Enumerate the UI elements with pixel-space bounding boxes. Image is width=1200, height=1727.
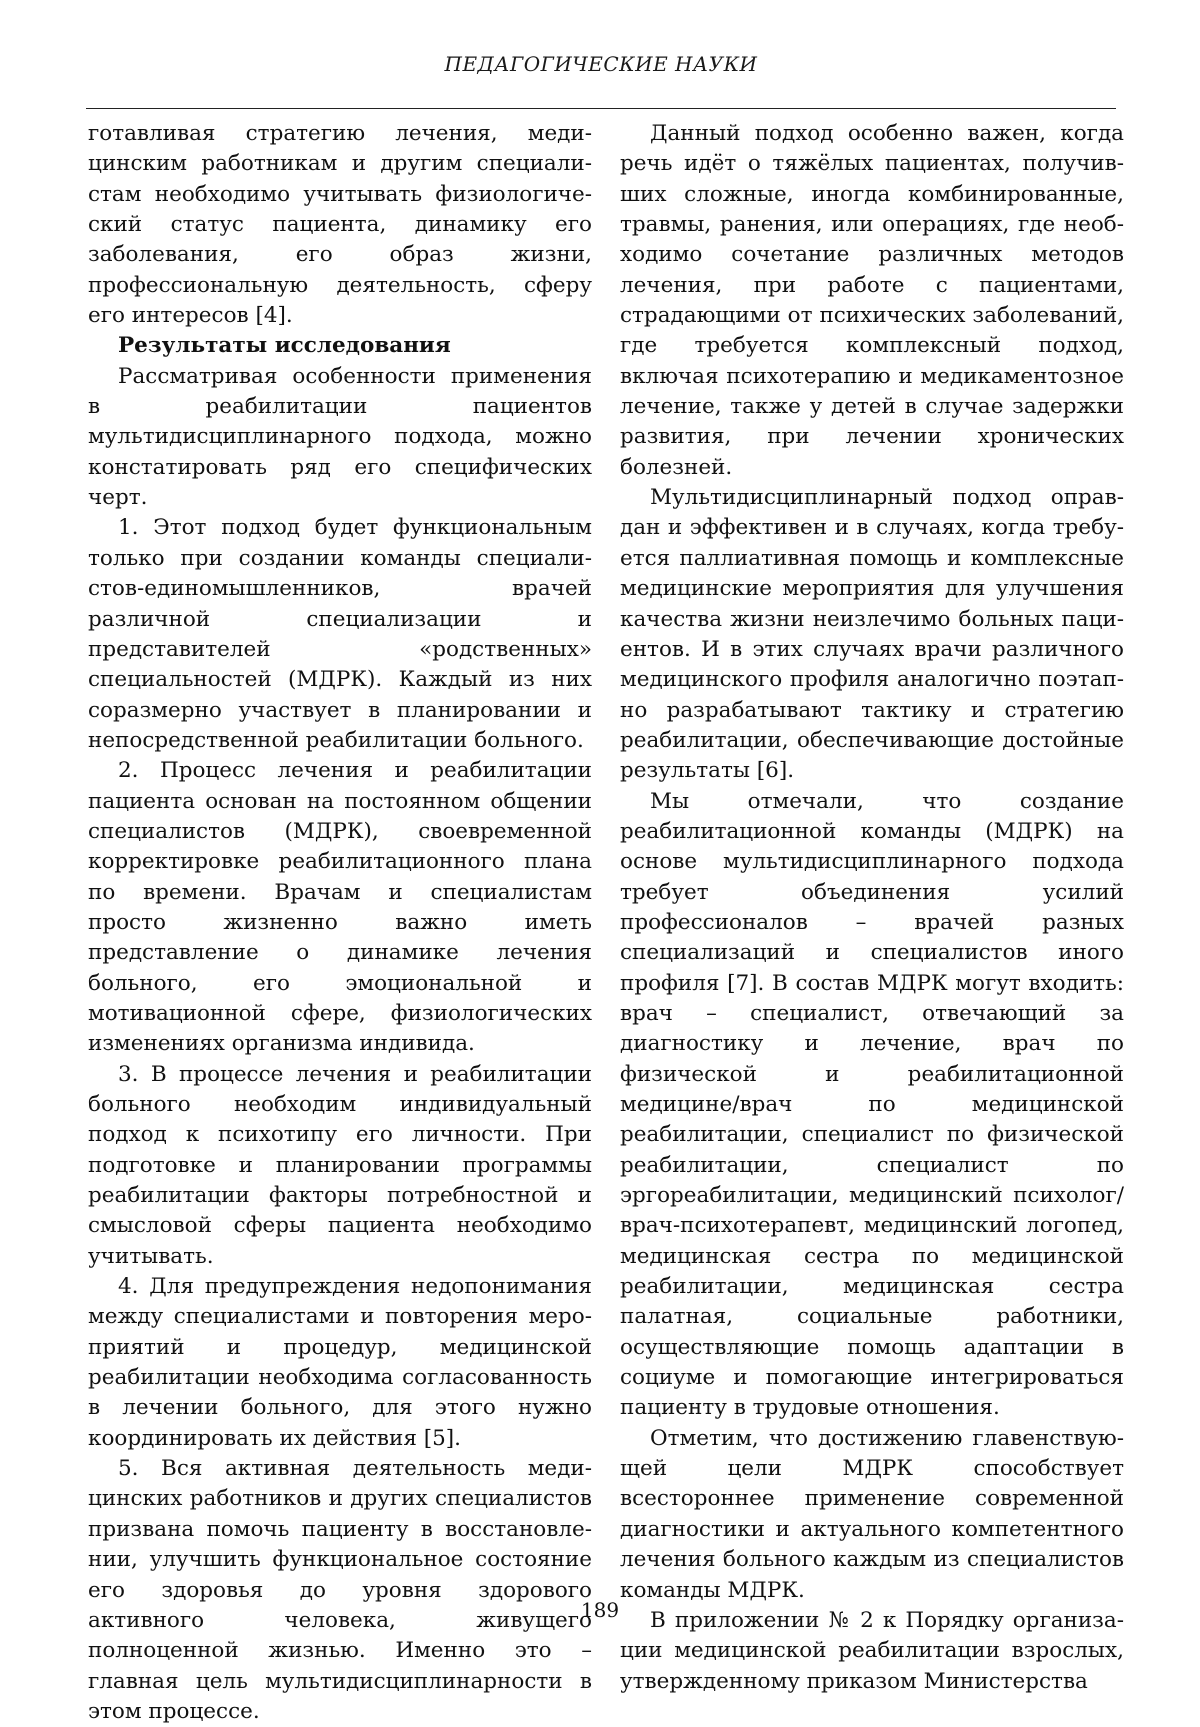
right-column	[620, 119, 1124, 1697]
left-column	[88, 119, 592, 1727]
paragraph: Мультидисциплинарный подход оправдан и эффективен и в случаях, когда требуется паллиативная помощь и комплексные медицинские мероприятия для улучшения качества жизни неизлечимо больных пациентов. И в этих случаях врачи различного медицинского профиля аналогично поэтапно разрабатывают тактику и стратегию реабилитации, обеспечивающие достойные результаты [6].	[620, 485, 1124, 784]
list-item-1: 1. Этот подход будет функциональным только при создании команды специалистов-единомышленников, врачей различной специализации и представителей «родственных» специальностей (МДРК). Каждый из них соразмерно участвует в планировании и непосредственной реабилитации больного.	[88, 515, 592, 753]
list-item-5: 5. Вся активная деятельность медицинских работников и других специалистов призвана помочь пациенту в восстановлении, улучшить функциональное состояние его здоровья до уровня здорового активного человека, живущего полноценной жизнью. Именно это – главная цель мультидисциплинарности в этом процессе.	[88, 1456, 592, 1724]
running-header: ПЕДАГОГИЧЕСКИЕ НАУКИ	[444, 52, 758, 76]
list-item-3: 3. В процессе лечения и реабилитации больного необходим индивидуальный подход к психотипу его личности. При подготовке и планировании программы реабилитации факторы потребностной и смысловой сферы пациента необходимо учитывать.	[88, 1061, 592, 1269]
list-item-2: 2. Процесс лечения и реабилитации пациента основан на постоянном общении специалистов (МДРК), своевременной корректировке реабилитационного плана по времени. Врачам и специалистам просто жизненно важно иметь представление о динамике лечения больного, его эмоциональной и мотивационной сфере, физиологических изменениях организма индивида.	[88, 758, 592, 1057]
paragraph: Отметим, что достижению главенствующей цели МДРК способствует всестороннее применение современной диагностики и актуального компетентного лечения больного каждым из специалистов команды МДРК.	[620, 1425, 1124, 1603]
paragraph: Мы отмечали, что создание реабилитационной команды (МДРК) на основе мультидисциплинарного подхода требует объединения усилий профессионалов – врачей разных специализаций и специалистов иного профиля [7]. В состав МДРК могут входить: врач – специалист, отвечающий за диагностику и лечение, врач по физической и реабилитационной медицине/врач по медицинской реабилитации, специалист по физической реабилитации, специалист по эргореабилитации, медицинский психолог/ врач-психотерапевт, медицинский логопед, медицинская сестра по медицинской реабилитации, медицинская сестра палатная, социальные работники, осуществляющие помощь адаптации в социуме и помогающие интегрироваться пациенту в трудовые отношения.	[620, 788, 1124, 1421]
paragraph: готавливая стратегию лечения, медицинским работникам и другим специалистам необходимо учитывать физиологический статус пациента, динамику его заболевания, его образ жизни, профессиональную деятельность, сферу его интересов [4].	[88, 121, 592, 329]
paragraph: Данный подход особенно важен, когда речь идёт о тяжёлых пациентах, получивших сложные, иногда комбинированные, травмы, ранения, или операциях, где необходимо сочетание различных методов лечения, при работе с пациентами, страдающими от психических заболеваний, где требуется комплексный подход, включая психотерапию и медикаментозное лечение, также у детей в случае задержки развития, при лечении хронических болезней.	[620, 121, 1124, 480]
section-heading: Результаты исследования	[118, 333, 451, 359]
paragraph: В приложении № 2 к Порядку организации медицинской реабилитации взрослых, утвержденному приказом Министерства	[620, 1607, 1124, 1694]
header-rule	[86, 108, 1116, 109]
page-number: 189	[580, 1598, 620, 1622]
paragraph: Рассматривая особенности применения в реабилитации пациентов мультидисциплинарного подхода, можно констатировать ряд его специфических черт.	[88, 363, 592, 511]
list-item-4: 4. Для предупреждения недопонимания между специалистами и повторения мероприятий и процедур, медицинской реабилитации необходима согласованность в лечении больного, для этого нужно координировать их действия [5].	[88, 1274, 592, 1451]
